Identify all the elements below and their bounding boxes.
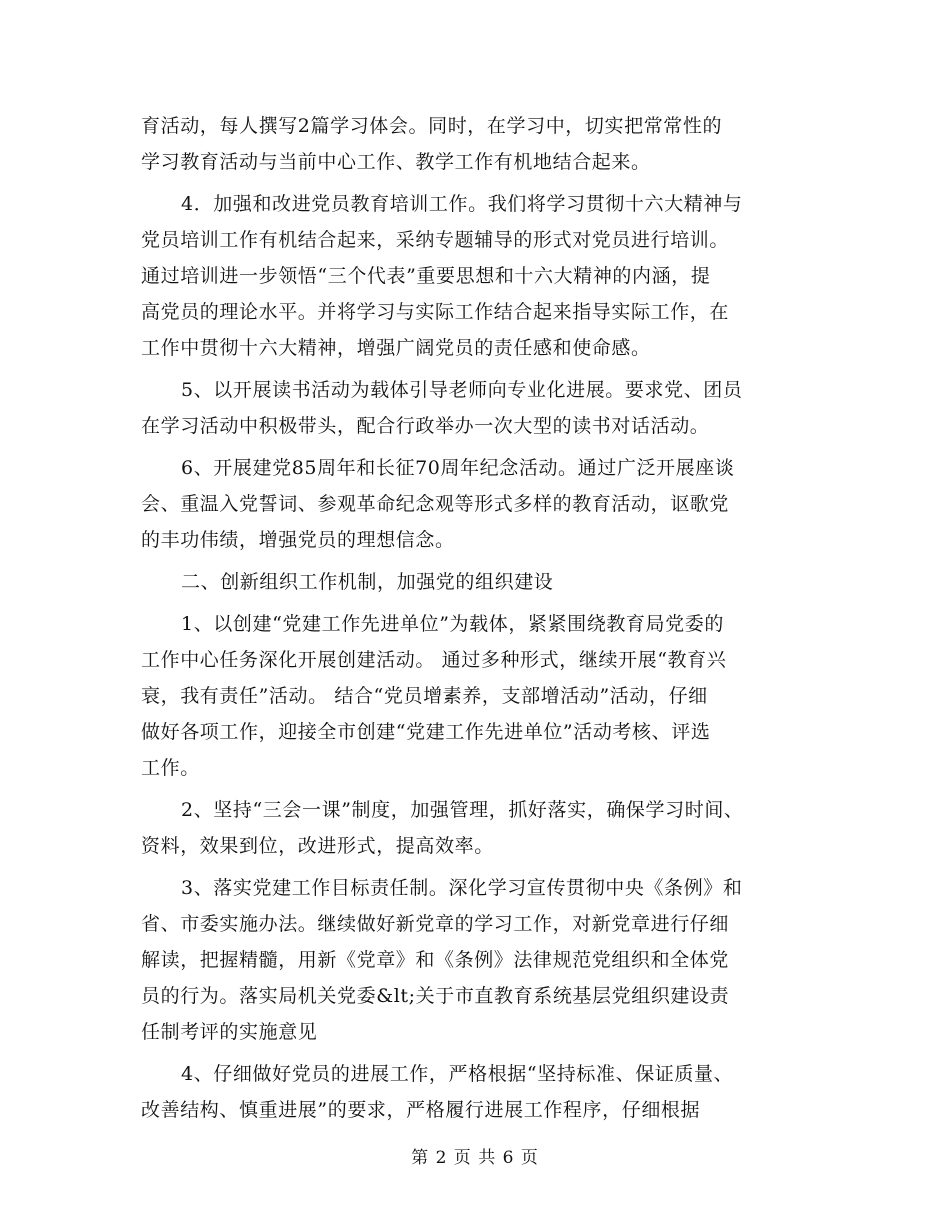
text-line: 任制考评的实施意见 xyxy=(141,1021,318,1043)
text-line: 4．加强和改进党员教育培训工作。我们将学习贯彻十六大精神与 xyxy=(181,193,743,215)
text-line: 育活动，每人撰写2篇学习体会。同时，在学习中，切实把常常性的 xyxy=(141,115,723,137)
text-line: 工作。 xyxy=(141,757,200,779)
paragraph xyxy=(141,792,813,864)
text-line: 6、开展建党85周年和长征70周年纪念活动。通过广泛开展座谈 xyxy=(181,457,735,479)
text-line: 解读，把握精髓，用新《党章》和《条例》法律规范党组织和全体党 xyxy=(141,949,730,971)
text-line: 3、落实党建工作目标责任制。深化学习宣传贯彻中央《条例》和 xyxy=(181,877,743,899)
text-line: 工作中贯彻十六大精神，增强广阔党员的责任感和使命感。 xyxy=(141,337,651,359)
text-line: 的丰功伟绩，增强党员的理想信念。 xyxy=(141,529,455,551)
text-line: 改善结构、慎重进展”的要求，严格履行进展工作程序，仔细根据 xyxy=(141,1099,701,1121)
paragraph xyxy=(141,108,813,180)
text-line: 4、仔细做好党员的进展工作，严格根据“坚持标准、保证质量、 xyxy=(181,1063,734,1085)
text-line: 衰，我有责任”活动。 结合“党员增素养，支部增活动”活动，仔细 xyxy=(141,685,708,707)
document-body xyxy=(141,108,813,1128)
paragraph xyxy=(141,870,813,1050)
text-line: 1、以创建“党建工作先进单位”为载体，紧紧围绕教育局党委的 xyxy=(181,613,724,635)
paragraph xyxy=(141,564,813,600)
text-line: 省、市委实施办法。继续做好新党章的学习工作，对新党章进行仔细 xyxy=(141,913,730,935)
text-line: 在学习活动中积极带头，配合行政举办一次大型的读书对话活动。 xyxy=(141,415,710,437)
page-number-footer: 第 2 页 共 6 页 xyxy=(411,1148,539,1168)
text-line: 通过培训进一步领悟“三个代表”重要思想和十六大精神的内涵，提 xyxy=(141,265,711,287)
text-line: 二、创新组织工作机制，加强党的组织建设 xyxy=(181,571,554,593)
paragraph xyxy=(141,1056,813,1128)
text-line: 5、以开展读书活动为载体引导老师向专业化进展。要求党、团员 xyxy=(181,379,743,401)
text-line: 工作中心任务深化开展创建活动。 通过多种形式，继续开展“教育兴 xyxy=(141,649,727,671)
text-line: 会、重温入党誓词、参观革命纪念观等形式多样的教育活动，讴歌党 xyxy=(141,493,730,515)
text-line: 高党员的理论水平。并将学习与实际工作结合起来指导实际工作，在 xyxy=(141,301,730,323)
text-line: 党员培训工作有机结合起来，采纳专题辅导的形式对党员进行培训。 xyxy=(141,229,730,251)
paragraph xyxy=(141,186,813,366)
text-line: 资料，效果到位，改进形式，提高效率。 xyxy=(141,835,494,857)
text-line: 学习教育活动与当前中心工作、教学工作有机地结合起来。 xyxy=(141,151,651,173)
paragraph xyxy=(141,372,813,444)
text-line: 员的行为。落实局机关党委&lt;关于市直教育系统基层党组织建设责 xyxy=(141,985,730,1007)
text-line: 做好各项工作，迎接全市创建“党建工作先进单位”活动考核、评选 xyxy=(141,721,711,743)
paragraph xyxy=(141,606,813,786)
text-line: 2、坚持“三会一课”制度，加强管理，抓好落实，确保学习时间、 xyxy=(181,799,744,821)
paragraph xyxy=(141,450,813,558)
